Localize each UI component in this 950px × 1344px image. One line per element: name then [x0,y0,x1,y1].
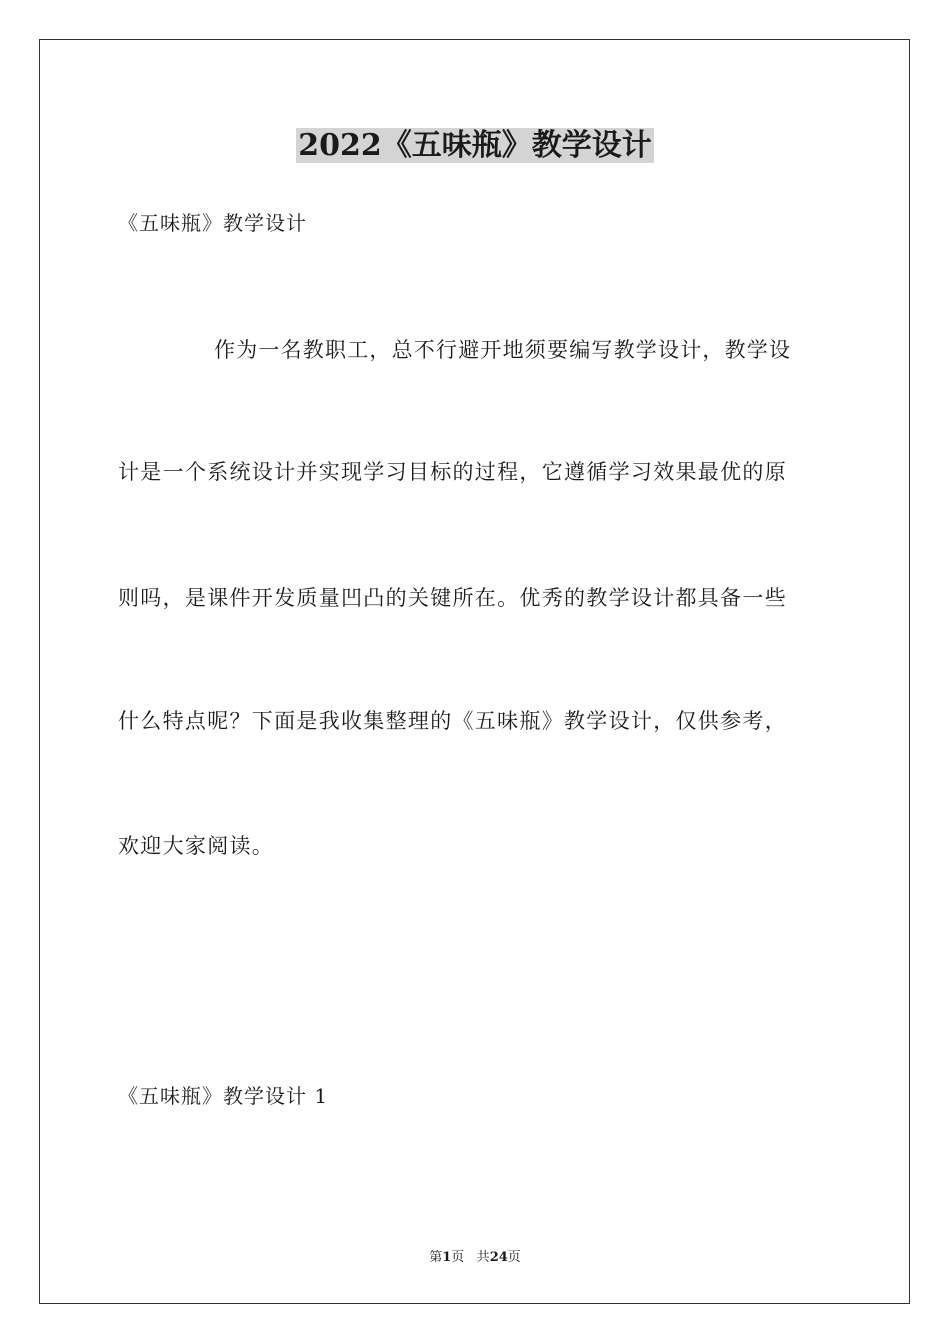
total-prefix: 共 [476,1250,490,1265]
page-suffix: 页 [451,1250,465,1265]
total-pages: 24 [489,1250,508,1265]
page-prefix: 第 [429,1250,443,1265]
paragraph-line: 作为一名教职工，总不行避开地须要编写教学设计，教学设 [214,338,792,362]
page-number: 1 [442,1250,452,1265]
paragraph-line: 计是一个系统设计并实现学习目标的过程，它遵循学习效果最优的原 [118,460,787,484]
document-title-text: 2022《五味瓶》教学设计 [298,128,652,163]
paragraph-line: 什么特点呢？下面是我收集整理的《五味瓶》教学设计，仅供参考， [118,709,787,733]
total-suffix: 页 [507,1250,521,1265]
document-title [0,124,950,168]
document-subtitle: 《五味瓶》教学设计 [118,211,307,235]
paragraph-line: 则吗，是课件开发质量凹凸的关键所在。优秀的教学设计都具备一些 [118,586,787,610]
section-heading: 《五味瓶》教学设计 1 [118,1084,329,1108]
paragraph-line: 欢迎大家阅读。 [118,834,275,858]
page-footer [0,1249,950,1267]
